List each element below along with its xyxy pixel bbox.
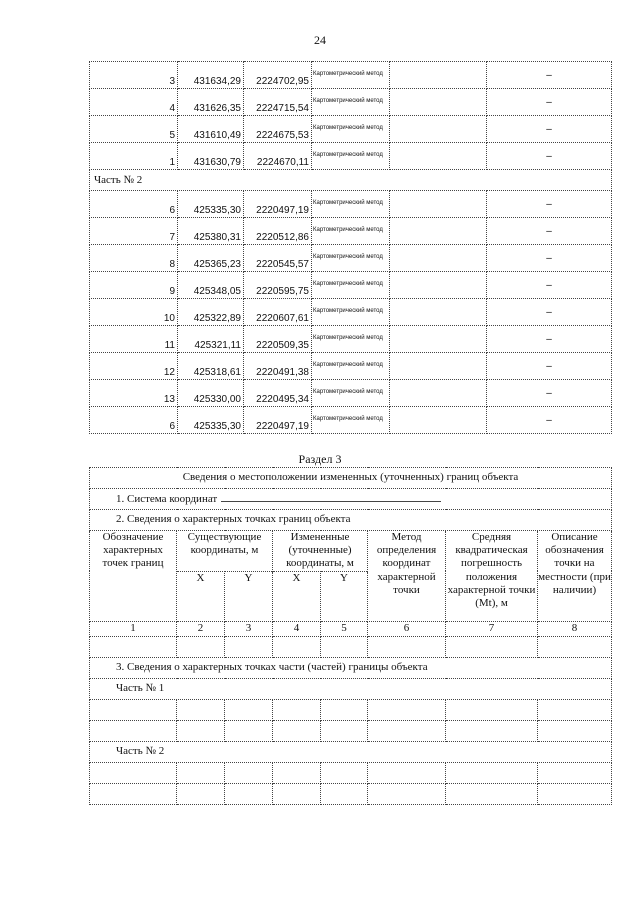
method-cell: Картометрический метод [312, 245, 390, 272]
table-row [90, 62, 612, 89]
x-coordinate: 431610,49 [178, 116, 244, 143]
point-number: 5 [90, 116, 178, 143]
table-row [90, 191, 612, 218]
method-cell: Картометрический метод [312, 353, 390, 380]
part-label: Часть № 2 [90, 170, 612, 191]
point-number: 8 [90, 245, 178, 272]
x-coordinate: 425322,89 [178, 299, 244, 326]
method-cell: Картометрический метод [312, 89, 390, 116]
point-number: 10 [90, 299, 178, 326]
table-row [90, 299, 612, 326]
y-coordinate: 2220545,57 [244, 245, 312, 272]
header-y-changed: Y [321, 571, 368, 621]
empty-cell [390, 218, 487, 245]
empty-cell [390, 272, 487, 299]
point-number: 11 [90, 326, 178, 353]
parts-heading: 3. Сведения о характерных точках части (частей) границы объекта [90, 657, 612, 678]
header-existing: Существующие координаты, м [177, 531, 273, 572]
method-cell: Картометрический метод [312, 191, 390, 218]
dash-cell: – [487, 245, 612, 272]
dash-cell: – [487, 353, 612, 380]
column-number: 3 [225, 621, 273, 636]
empty-cell [390, 380, 487, 407]
header-changed: Измененные (уточненные) координаты, м [273, 531, 368, 572]
x-coordinate: 425321,11 [178, 326, 244, 353]
y-coordinate: 2220595,75 [244, 272, 312, 299]
coord-system-label: 1. Система координат [116, 492, 218, 505]
column-number: 4 [273, 621, 321, 636]
y-coordinate: 2220512,86 [244, 218, 312, 245]
table-row [90, 380, 612, 407]
empty-row [90, 783, 612, 804]
dash-cell: – [487, 89, 612, 116]
column-number: 1 [90, 621, 177, 636]
method-cell: Картометрический метод [312, 62, 390, 89]
y-coordinate: 2220607,61 [244, 299, 312, 326]
table-row [90, 218, 612, 245]
x-coordinate: 425335,30 [178, 191, 244, 218]
dash-cell: – [487, 326, 612, 353]
empty-cell [390, 62, 487, 89]
coordinates-table [89, 61, 612, 434]
coord-system-line [221, 492, 441, 502]
table-row [90, 272, 612, 299]
y-coordinate: 2224715,54 [244, 89, 312, 116]
empty-cell [390, 326, 487, 353]
y-coordinate: 2224670,11 [244, 143, 312, 170]
empty-row [90, 699, 612, 720]
method-cell: Картометрический метод [312, 299, 390, 326]
empty-cell [390, 89, 487, 116]
table-row [90, 407, 612, 434]
empty-cell [390, 299, 487, 326]
section3-table [89, 467, 612, 805]
y-coordinate: 2220509,35 [244, 326, 312, 353]
header-x-existing: X [177, 571, 225, 621]
dash-cell: – [487, 116, 612, 143]
column-number: 6 [368, 621, 446, 636]
y-coordinate: 2220495,34 [244, 380, 312, 407]
page-number: 24 [314, 33, 326, 47]
empty-cell [390, 245, 487, 272]
y-coordinate: 2224702,95 [244, 62, 312, 89]
table-row [90, 353, 612, 380]
y-coordinate: 2220497,19 [244, 191, 312, 218]
dash-cell: – [487, 407, 612, 434]
table-row [90, 245, 612, 272]
point-number: 12 [90, 353, 178, 380]
dash-cell: – [487, 380, 612, 407]
x-coordinate: 425380,31 [178, 218, 244, 245]
point-number: 4 [90, 89, 178, 116]
point-number: 9 [90, 272, 178, 299]
column-number: 5 [321, 621, 368, 636]
coord-system-row [90, 489, 612, 510]
column-number: 7 [446, 621, 538, 636]
empty-row [90, 720, 612, 741]
column-number: 8 [538, 621, 612, 636]
table-row [90, 143, 612, 170]
empty-cell [390, 143, 487, 170]
x-coordinate: 425335,30 [178, 407, 244, 434]
header-y-existing: Y [225, 571, 273, 621]
y-coordinate: 2220497,19 [244, 407, 312, 434]
dash-cell: – [487, 218, 612, 245]
x-coordinate: 431630,79 [178, 143, 244, 170]
method-cell: Картометрический метод [312, 407, 390, 434]
empty-cell [390, 407, 487, 434]
part1-label: Часть № 1 [90, 678, 612, 699]
x-coordinate: 431634,29 [178, 62, 244, 89]
header-error: Средняя квадратическая погрешность положения характерной точки (Mt), м [446, 531, 538, 622]
method-cell: Картометрический метод [312, 218, 390, 245]
table-row [90, 326, 612, 353]
method-cell: Картометрический метод [312, 326, 390, 353]
header-method: Метод определения координат характерной точки [368, 531, 446, 622]
x-coordinate: 431626,35 [178, 89, 244, 116]
dash-cell: – [487, 272, 612, 299]
dash-cell: – [487, 62, 612, 89]
y-coordinate: 2220491,38 [244, 353, 312, 380]
x-coordinate: 425330,00 [178, 380, 244, 407]
section-title: Раздел 3 [298, 452, 342, 466]
table-row [90, 89, 612, 116]
method-cell: Картометрический метод [312, 116, 390, 143]
empty-cell [390, 116, 487, 143]
method-cell: Картометрический метод [312, 143, 390, 170]
points-heading: 2. Сведения о характерных точках границ объекта [90, 510, 612, 531]
point-number: 7 [90, 218, 178, 245]
x-coordinate: 425365,23 [178, 245, 244, 272]
point-number: 6 [90, 407, 178, 434]
dash-cell: – [487, 191, 612, 218]
header-x-changed: X [273, 571, 321, 621]
x-coordinate: 425348,05 [178, 272, 244, 299]
part2-label: Часть № 2 [90, 741, 612, 762]
method-cell: Картометрический метод [312, 380, 390, 407]
empty-cell [390, 353, 487, 380]
table-title: Сведения о местоположении измененных (уточненных) границ объекта [90, 468, 612, 489]
method-cell: Картометрический метод [312, 272, 390, 299]
point-number: 1 [90, 143, 178, 170]
x-coordinate: 425318,61 [178, 353, 244, 380]
column-numbers-row [90, 621, 612, 636]
empty-cell [390, 191, 487, 218]
point-number: 3 [90, 62, 178, 89]
header-description: Описание обозначения точки на местности (при наличии) [538, 531, 612, 622]
empty-row [90, 636, 612, 657]
dash-cell: – [487, 299, 612, 326]
y-coordinate: 2224675,53 [244, 116, 312, 143]
point-number: 6 [90, 191, 178, 218]
table-row [90, 116, 612, 143]
column-number: 2 [177, 621, 225, 636]
header-designation: Обозначение характерных точек границ [90, 531, 177, 622]
empty-row [90, 762, 612, 783]
dash-cell: – [487, 143, 612, 170]
point-number: 13 [90, 380, 178, 407]
